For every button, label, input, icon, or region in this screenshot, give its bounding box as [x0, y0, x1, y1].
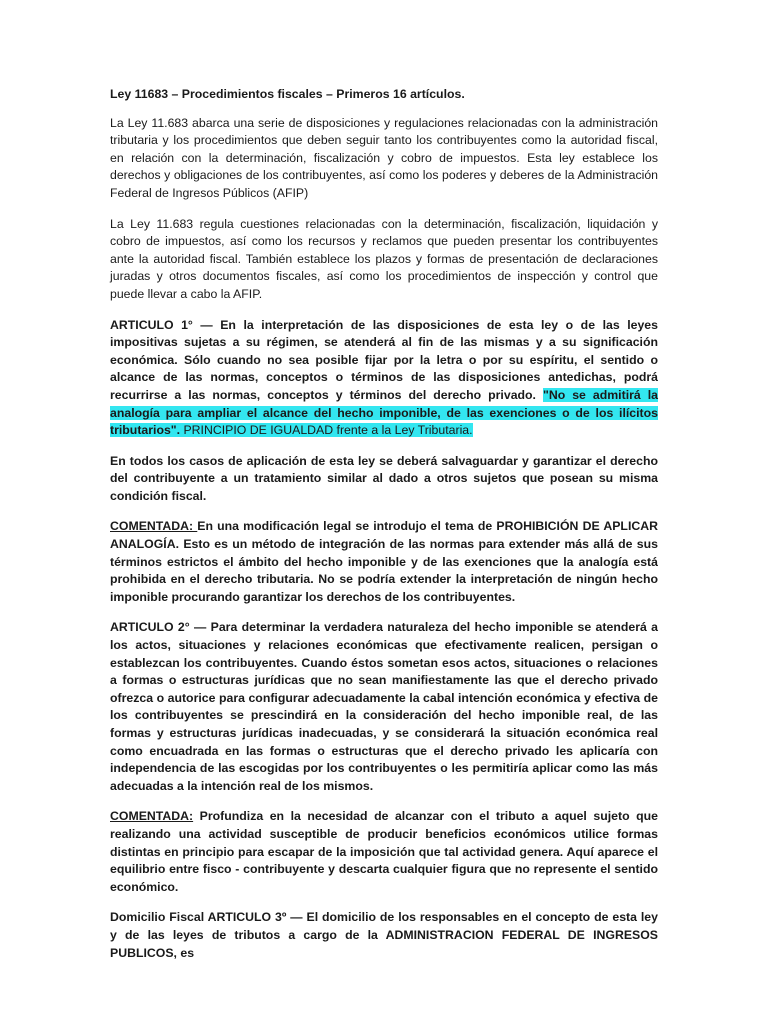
article-1-text: ARTICULO 1° — En la interpretación de las disposiciones de esta ley o de las leyes impositivas sujetas a su régimen, se atenderá al fin de las mismas y a su significación económica. Sólo cuando no sea posible fijar por la letra o por su espíritu, el sentido o alcance de las normas, conceptos o términos de las disposiciones antedichas, podrá recurrirse a las normas, conceptos y términos del derecho privado.	[110, 317, 658, 402]
document-title: Ley 11683 – Procedimientos fiscales – Primeros 16 artículos.	[110, 87, 465, 101]
article-2-paragraph: ARTICULO 2° — Para determinar la verdadera naturaleza del hecho imponible se atenderá a los actos, situaciones y relaciones económicas que efectivamente realicen, persigan o establezcan los contribuyentes. Cuando éstos sometan esos actos, situaciones o relaciones a formas o estructuras jurídicas que no sean manifiestamente las que el derecho privado ofrezca o autorice para configurar adecuadamente la cabal intención económica y efectiva de los contribuyentes se prescindirá en la consideración del hecho imponible real, de las formas y estructuras jurídicas inadecuadas, y se considerará la situación económica real como encuadrada en las formas o estructuras que el derecho privado les aplicaría con independencia de las escogidas por los contribuyentes o les permitiría aplicar como las más adecuadas a la intención real de los mismos.	[110, 620, 658, 793]
intro-paragraph-2: La Ley 11.683 regula cuestiones relacionadas con la determinación, fiscalización, liquidación y cobro de impuestos, así como los recursos y reclamos que pueden presentar los contribuyentes ante la autoridad fiscal. También establece los plazos y formas de presentación de declaraciones juradas y otros documentos fiscales, así como los procedimientos de inspección y control que puede llevar a cabo la AFIP.	[110, 216, 658, 301]
comment-1-label: COMENTADA:	[110, 519, 198, 534]
comment-2-label: COMENTADA:	[110, 809, 194, 824]
article-1-paragraph-2: En todos los casos de aplicación de esta ley se deberá salvaguardar y garantizar el derecho del contribuyente a un tratamiento similar al dado a otros sujetos que posean su misma condición fiscal.	[110, 453, 658, 503]
comment-1-text: En una modificación legal se introdujo el tema de PROHIBICIÓN DE APLICAR ANALOGÍA. Esto es un método de integración de las normas para extender más allá de sus términos estrictos el ámbito del hecho imponible y de las exenciones que la analogía está prohibida en el derecho tributaria. No se podría extender la interpretación de ningún hecho imponible procurando garantizar los derechos de los contribuyentes.	[110, 519, 659, 604]
comment-2-text: Profundiza en la necesidad de alcanzar con el tributo a aquel sujeto que realizando una actividad susceptible de producir beneficios económicos utilice formas distintas en principio para escapar de la imposición que tal actividad genera. Aquí aparece el equilibrio entre fisco - contribuyente y descarta cualquier figura que no represente el sentido económico.	[110, 809, 658, 894]
comment-1-paragraph	[110, 518, 658, 606]
article-1-paragraph	[110, 317, 658, 440]
comment-2-paragraph	[110, 808, 658, 896]
article-1-highlighted-quote: "No se admitirá la analogía para ampliar el alcance del hecho imponible, de las exenciones o de los ilícitos tributarios".	[110, 387, 658, 438]
article-3-paragraph: Domicilio Fiscal ARTICULO 3º — El domicilio de los responsables en el concepto de esta ley y de las leyes de tributos a cargo de la ADMINISTRACION FEDERAL DE INGRESOS PUBLICOS, es	[110, 910, 658, 960]
article-1-principle: PRINCIPIO DE IGUALDAD frente a la Ley Tributaria.	[180, 423, 473, 438]
intro-paragraph-1: La Ley 11.683 abarca una serie de disposiciones y regulaciones relacionadas con la administración tributaria y los procedimientos que deben seguir tanto los contribuyentes como la autoridad fiscal, en relación con la determinación, fiscalización y cobro de impuestos. Esta ley establece los derechos y obligaciones de los contribuyentes, así como los poderes y deberes de la Administración Federal de Ingresos Públicos (AFIP)	[110, 115, 658, 200]
